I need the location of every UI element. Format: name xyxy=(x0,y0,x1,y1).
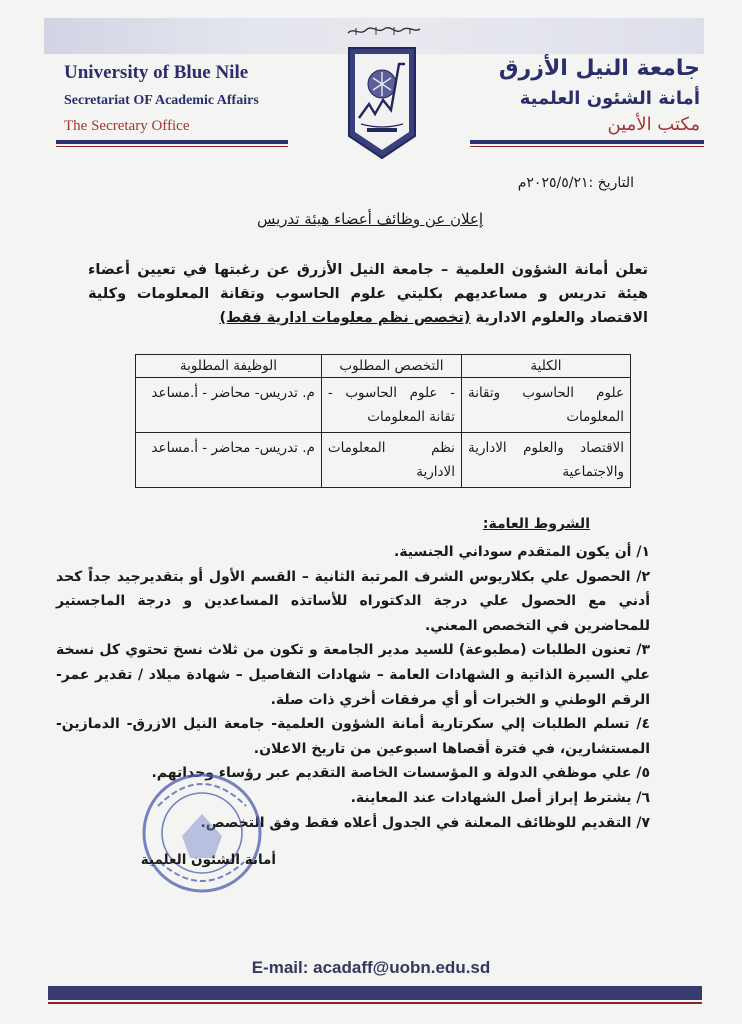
conditions-heading: الشروط العامة: xyxy=(482,516,590,532)
footer-email: E-mail: acadaff@uobn.edu.sd xyxy=(251,958,491,977)
table-row xyxy=(136,378,631,433)
table-cell: م. تدريس- محاضر - أ.مساعد xyxy=(136,433,322,488)
university-logo xyxy=(343,44,421,162)
condition-item: ٣/ تعنون الطلبات (مطبوعة) للسيد مدير الجامعة و تكون من ثلاث نسخ تحتوي كل نسخة علي السيرة الذاتية و الشهادات العامة – شهادات التفاصيل – شهادة ميلاد / تقدير عمر- الرقم الوطني و الخبرات أو أي مرفقات أخري ذات صلة. xyxy=(56,642,650,708)
header-thin-rule-right xyxy=(470,146,704,147)
footer-band xyxy=(48,986,702,1000)
table-cell: - علوم الحاسوب - تقانة المعلومات xyxy=(321,378,461,433)
university-name-en: University of Blue Nile xyxy=(64,62,249,83)
col-header-specialization: التخصص المطلوب xyxy=(321,355,461,378)
signatory: أمانة الشئون العلمية xyxy=(140,852,276,868)
condition-item: ١/ أن يكون المتقدم سوداني الجنسية. xyxy=(393,544,650,560)
condition-item: ٢/ الحصول علي بكلاريوس الشرف المرتبة الثانية – القسم الأول أو بتقديرجيد جداً كحد أدني مع الحصول علي درجة الدكتوراه للأساتذه المساعدين و درجة الماجستير للمحاضرين في التخصص المعني. xyxy=(56,568,650,634)
basmala-calligraphy xyxy=(346,24,422,38)
footer-thin-rule xyxy=(48,1002,702,1004)
table-cell: علوم الحاسوب وتقانة المعلومات xyxy=(461,378,630,433)
header-thin-rule-left xyxy=(56,146,288,147)
intro-highlight: (تخصص نظم معلومات ادارية فقط) xyxy=(219,310,471,326)
letter-date: التاريخ :٢٠٢٥/٥/٢١م xyxy=(517,175,634,191)
table-cell: نظم المعلومات الادارية xyxy=(321,433,461,488)
office-name-en: The Secretary Office xyxy=(64,118,190,134)
university-name-ar: جامعة النيل الأزرق xyxy=(498,56,700,81)
department-name-ar: أمانة الشئون العلمية xyxy=(519,88,700,109)
condition-item: ٤/ تسلم الطلبات إلي سكرتارية أمانة الشؤون العلمية- جامعة النيل الازرق- الدمازين- المستشارين، في فترة أقصاها اسبوعين من تاريخ الاعلان. xyxy=(56,716,650,757)
condition-item: ٦/ يشترط إبراز أصل الشهادات عند المعاينة. xyxy=(350,789,650,806)
letter-subject: إعلان عن وظائف أعضاء هيئة تدريس xyxy=(256,210,484,228)
header-rule-right xyxy=(470,140,704,144)
table-cell: م. تدريس- محاضر - أ.مساعد xyxy=(136,378,322,433)
condition-item: ٧/ التقديم للوظائف المعلنة في الجدول أعلاه فقط وفق التخصص. xyxy=(200,814,650,831)
intro-paragraph xyxy=(88,258,648,330)
intro-text: تعلن أمانة الشؤون العلمية – جامعة النيل الأزرق عن رغبتها في تعيين أعضاء هيئة تدريس و مساعديهم بكليتي علوم الحاسوب وتقانة المعلومات وكلية الاقتصاد والعلوم الادارية xyxy=(88,262,648,326)
table-cell: الاقتصاد والعلوم الادارية والاجتماعية xyxy=(461,433,630,488)
col-header-position: الوظيفة المطلوبة xyxy=(136,355,322,378)
official-stamp xyxy=(138,766,266,900)
table-row xyxy=(136,433,631,488)
header-rule-left xyxy=(56,140,288,144)
table-header-row xyxy=(136,355,631,378)
office-name-ar: مكتب الأمين xyxy=(607,114,700,135)
positions-table xyxy=(135,354,631,488)
condition-item: ٥/ علي موظفي الدولة و المؤسسات الخاصة التقديم عبر رؤساء وحداتهم. xyxy=(151,765,650,782)
col-header-faculty: الكلية xyxy=(461,355,630,378)
department-name-en: Secretariat OF Academic Affairs xyxy=(64,93,259,108)
